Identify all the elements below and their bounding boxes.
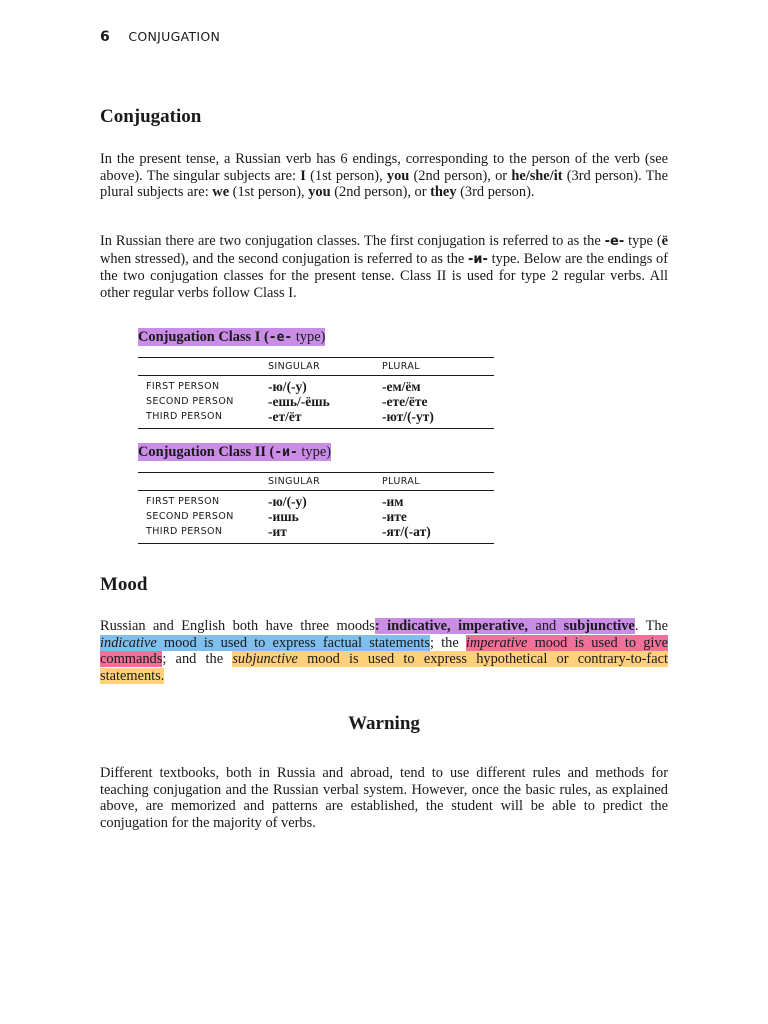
table-title-bold: Conjugation Class II ( <box>138 444 275 460</box>
bold-run: they <box>430 184 457 201</box>
highlight-indicative: indicative <box>100 634 157 651</box>
text-run: Russian and English both have three moods <box>100 618 375 634</box>
singular-ending: -ешь/-ёшь <box>268 393 330 409</box>
table-row <box>138 494 494 509</box>
highlight-imperative: mood is used to give commands <box>100 634 668 668</box>
ending-marker: -е- <box>604 234 625 249</box>
bold-run: you <box>308 184 331 201</box>
highlight-moods: : indicative, imperative, <box>374 618 528 634</box>
table-2-title <box>138 444 331 461</box>
plural-ending: -ят/(-ат) <box>382 523 431 539</box>
plural-ending: -ют/(-ут) <box>382 408 434 424</box>
heading-warning: Warning <box>348 713 420 734</box>
highlight-subjunctive: mood is used to express hypothetical or contrary-to-fact statements. <box>100 651 668 684</box>
table-row <box>138 509 494 524</box>
header-plural: PLURAL <box>382 361 420 372</box>
person-label: FIRST PERSON <box>146 496 220 507</box>
table-row <box>138 394 494 409</box>
singular-ending: -ит <box>268 523 287 539</box>
singular-ending: -ишь <box>268 508 299 524</box>
plural-ending: -им <box>382 493 404 509</box>
conjugation-table-2 <box>138 472 494 544</box>
person-label: THIRD PERSON <box>146 526 223 537</box>
heading-conjugation: Conjugation <box>100 106 202 127</box>
table-row <box>138 379 494 394</box>
table-header <box>138 473 494 491</box>
text-run: (1st person), <box>305 167 387 184</box>
table-header <box>138 358 494 376</box>
text-run: (1st person), <box>229 184 309 201</box>
singular-ending: -ю/(-у) <box>268 493 307 509</box>
bold-run: he/she/it <box>511 167 563 184</box>
table-row <box>138 524 494 539</box>
mood-paragraph <box>100 618 668 684</box>
text-run: type ( <box>624 233 662 249</box>
bold-run: I <box>300 167 306 184</box>
highlight-moods: and <box>528 618 564 634</box>
singular-ending: -ет/ёт <box>268 408 302 424</box>
table-title-bold: Conjugation Class I ( <box>138 329 269 345</box>
text-run: (3rd person). <box>456 184 535 201</box>
highlight-moods: subjunctive <box>563 618 635 634</box>
table-1-title <box>138 329 325 346</box>
header-singular: SINGULAR <box>268 476 321 487</box>
person-label: SECOND PERSON <box>146 396 234 407</box>
table-title-marker: -е- <box>268 330 293 345</box>
person-label: SECOND PERSON <box>146 511 234 522</box>
header-plural: PLURAL <box>382 476 420 487</box>
text-run: ; the <box>429 634 466 651</box>
text-run: In Russian there are two conjugation classes. The first conjugation is referred to as the <box>100 233 605 249</box>
text-run: ; and the <box>162 651 233 668</box>
text-run: (2nd person), or <box>330 184 431 201</box>
table-row <box>138 409 494 424</box>
warning-paragraph: Different textbooks, both in Russia and abroad, tend to use different rules and methods for teaching conjugation and the Russian verbal system. However, once the basic rules, as explained above, are memorized and patterns are established, the student will be able to predict the conjugation for the majority of verbs. <box>100 765 668 831</box>
table-title-marker: -и- <box>274 445 298 460</box>
running-head-title: CONJUGATION <box>128 29 221 44</box>
person-label: FIRST PERSON <box>146 381 220 392</box>
conjugation-table-1 <box>138 357 494 429</box>
text-run: . The <box>634 618 668 634</box>
plural-ending: -ете/ёте <box>382 393 428 409</box>
highlight-indicative: mood is used to express factual statements <box>156 634 430 651</box>
highlight-imperative: imperative <box>465 634 528 651</box>
plural-ending: -ем/ём <box>382 378 421 394</box>
conjugation-paragraph-2 <box>100 233 668 301</box>
ending-marker: -и- <box>468 251 488 267</box>
bold-run: ё <box>661 233 668 249</box>
text-run: (3rd person). The plural subjects are: <box>100 167 668 201</box>
text-run: when stressed), and the second conjugation is referred to as the <box>100 250 469 267</box>
table-title-rest: type) <box>292 329 326 345</box>
header-singular: SINGULAR <box>268 361 321 372</box>
plural-ending: -ите <box>382 508 407 524</box>
text-run: type. Below are the endings of the two conjugation classes for the present tense. Class II is used for type 2 regular verbs. All other regular verbs follow Class I. <box>100 250 668 301</box>
singular-ending: -ю/(-у) <box>268 378 307 394</box>
conjugation-paragraph-1 <box>100 151 668 201</box>
person-label: THIRD PERSON <box>146 411 223 422</box>
bold-run: we <box>212 184 230 201</box>
running-head <box>100 29 220 45</box>
text-run: In the present tense, a Russian verb has 6 endings, corresponding to the person of the verb (see above). The singular subjects are: <box>100 151 668 184</box>
bold-run: you <box>386 167 410 184</box>
table-title-rest: type) <box>297 444 331 460</box>
page-number: 6 <box>100 29 111 45</box>
highlight-subjunctive: subjunctive <box>232 651 298 668</box>
heading-mood: Mood <box>100 574 148 595</box>
text-run: (2nd person), or <box>409 167 512 184</box>
